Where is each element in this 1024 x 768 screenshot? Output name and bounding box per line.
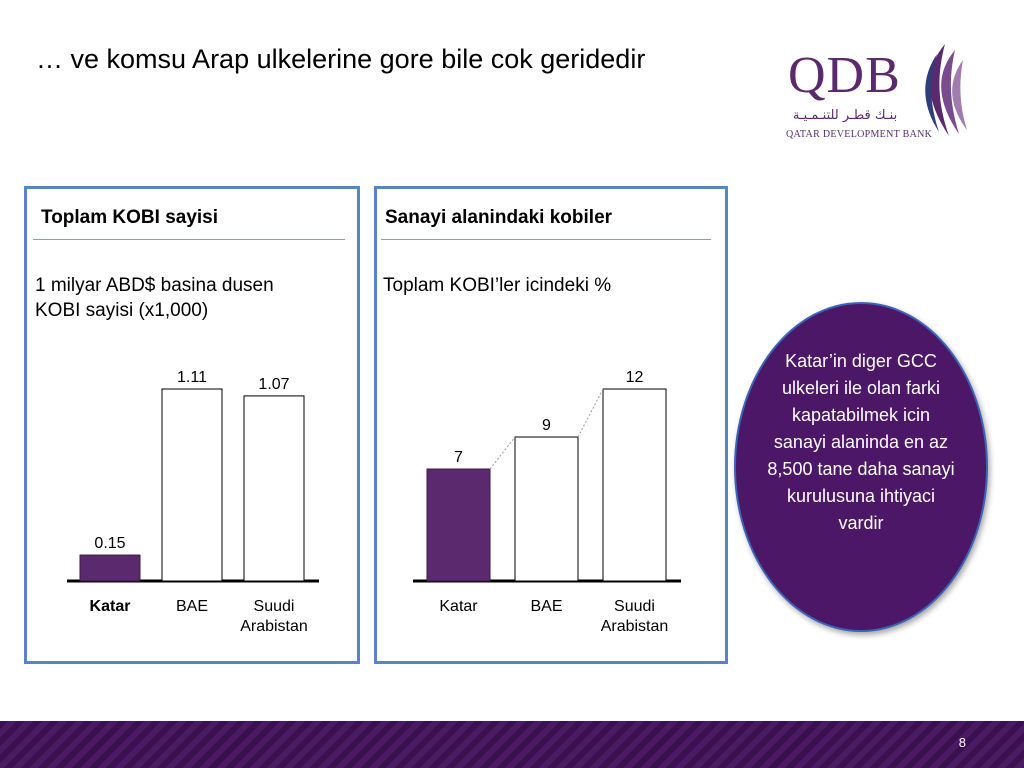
bar-connector-line bbox=[578, 389, 603, 437]
category-label bbox=[439, 598, 478, 615]
category-label-line: Suudi bbox=[614, 598, 655, 615]
qdb-logo bbox=[780, 40, 980, 150]
panel-subtitle-line2: KOBI sayisi (x1,000) bbox=[35, 300, 209, 321]
category-label-line: BAE bbox=[175, 598, 209, 615]
page-number: 8 bbox=[958, 735, 966, 750]
category-label bbox=[530, 598, 562, 615]
panel-header: Sanayi alanindaki kobiler bbox=[385, 207, 613, 228]
bar-value-label: 0.15 bbox=[94, 535, 126, 553]
callout-text: Katar’in diger GCC ulkeleri ile olan farki kapatabilmek icin sanayi alaninda en az 8,500 tane daha sanayi kurulusuna ihtiyaci vardir bbox=[767, 351, 955, 533]
category-label bbox=[90, 598, 131, 615]
bar-katar bbox=[427, 469, 490, 581]
panel-subtitle: Toplam KOBI’ler icindeki % bbox=[383, 275, 612, 296]
sme-count-bar-chart bbox=[27, 357, 357, 647]
bar-suudi-arabistan bbox=[244, 396, 304, 581]
logo-subtitle: QATAR DEVELOPMENT BANK bbox=[786, 129, 933, 140]
category-label-line: BAE bbox=[530, 598, 563, 615]
bar-value-label: 7 bbox=[454, 449, 463, 466]
category-label bbox=[176, 598, 208, 615]
industrial-share-bar-chart bbox=[377, 357, 725, 647]
panel-divider bbox=[381, 239, 711, 240]
category-label-line: Katar bbox=[89, 598, 131, 615]
logo-text: QDB bbox=[788, 47, 901, 104]
bar-bae bbox=[162, 389, 222, 581]
bar-suudi-arabistan bbox=[603, 389, 666, 581]
category-label-line: Suudi bbox=[253, 598, 295, 615]
category-label-line: Arabistan bbox=[600, 618, 669, 635]
panel-subtitle-line1: 1 milyar ABD$ basina dusen bbox=[35, 275, 274, 296]
bar-value-label: 12 bbox=[625, 369, 644, 386]
bar-connector-line bbox=[490, 437, 515, 469]
slide-title: … ve komsu Arap ulkelerine gore bile cok geridedir bbox=[36, 44, 646, 74]
category-label bbox=[240, 598, 308, 635]
bar-value-label: 1.11 bbox=[177, 369, 207, 386]
category-label-line: Arabistan bbox=[240, 618, 308, 635]
panel-divider bbox=[33, 239, 345, 240]
logo-arabic-text: بنـك قطـر للتنـمـيـة bbox=[792, 108, 898, 123]
panel-total-sme bbox=[24, 186, 360, 664]
bar-value-label: 9 bbox=[542, 417, 551, 434]
footer-bar bbox=[0, 721, 1024, 768]
qdb-emblem-icon bbox=[915, 40, 975, 140]
category-label-line: Katar bbox=[439, 598, 478, 615]
bar-katar bbox=[80, 555, 140, 581]
bar-bae bbox=[515, 437, 578, 581]
category-label bbox=[601, 598, 669, 635]
callout-bubble bbox=[734, 302, 988, 632]
panel-subtitle bbox=[35, 273, 274, 323]
panel-industrial-sme bbox=[374, 186, 728, 664]
bar-value-label: 1.07 bbox=[258, 375, 290, 393]
panel-header: Toplam KOBI sayisi bbox=[41, 207, 219, 228]
